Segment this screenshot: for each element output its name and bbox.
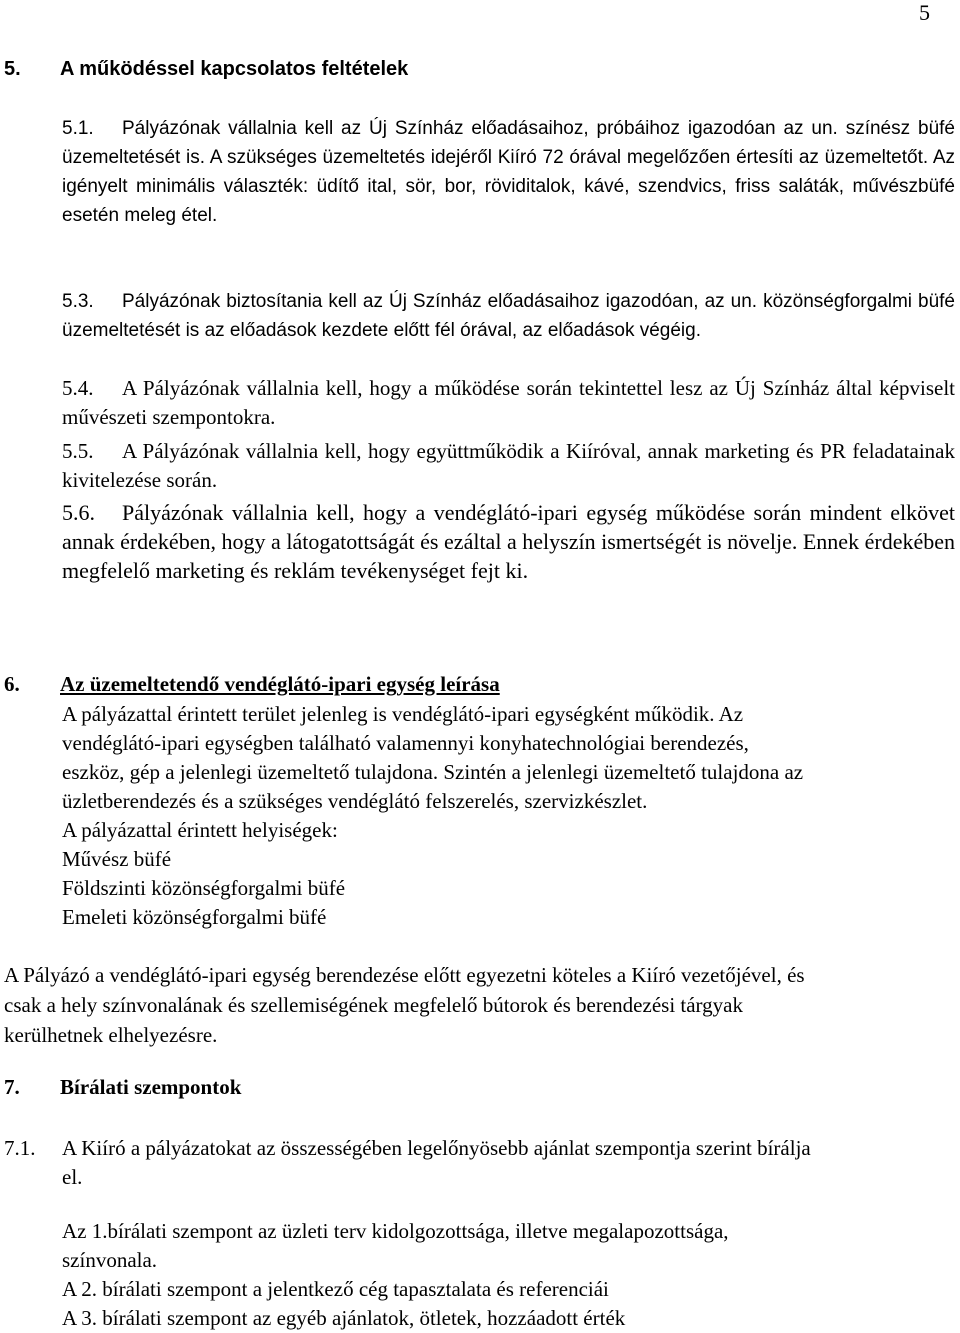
section-number: 6. [4,672,20,696]
clause-5-4 [62,374,955,432]
body-line: üzletberendezés és a szükséges vendéglátó felszerelés, szervizkészlet. [62,789,648,813]
room-list-item: Földszinti közönségforgalmi büfé [62,876,346,900]
clause-text: Pályázónak vállalnia kell, hogy a vendéglátó-ipari egység működése során mindent elkövet annak érdekében, hogy a látogatottságát és ezáltal a helyszín ismertségét is növelje. Ennek érdekében megfelelő marketing és reklám tevékenységet fejt ki. [62,500,955,583]
page-number: 5 [919,0,930,25]
criterion-line: színvonala. [62,1248,158,1272]
paragraph-line: A Pályázó a vendéglátó-ipari egység berendezése előtt egyezetni köteles a Kiíró vezetőjével, és [4,963,805,987]
clause-5-5 [62,437,955,495]
section-6-body [62,700,803,932]
clause-text: Pályázónak biztosítania kell az Új Színház előadásaihoz igazodóan, az un. közönségforgalmi büfé üzemeltetését is az előadások kezdete előtt fél órával, az előadások végéig. [62,291,955,341]
body-line: eszköz, gép a jelenlegi üzemeltető tulajdona. Szintén a jelenlegi üzemeltető tulajdona az [62,760,804,784]
section-number: 7. [4,1075,20,1099]
clause-number: 7.1. [4,1136,36,1160]
clause-5-6 [62,498,955,585]
criterion-line: A 3. bírálati szempont az egyéb ajánlatok, ötletek, hozzáadott érték [62,1306,626,1330]
section-title: A működéssel kapcsolatos feltételek [60,58,409,80]
paragraph-line: kerülhetnek elhelyezésre. [4,1023,218,1047]
room-list-item: Művész büfé [62,847,172,871]
body-line: A pályázattal érintett terület jelenleg is vendéglátó-ipari egységként működik. Az [62,702,744,726]
section-title: Az üzemeltetendő vendéglátó-ipari egység leírása [60,672,500,696]
clause-line: A Kiíró a pályázatokat az összességében legelőnyösebb ajánlat szempontja szerint bírálja [62,1136,811,1160]
clause-7-1-text [62,1134,811,1192]
clause-5-1 [62,114,955,230]
body-line: A pályázattal érintett helyiségek: [62,818,338,842]
clause-number: 5.5. [62,439,94,463]
clause-number: 5.4. [62,376,94,400]
clause-5-3 [62,287,955,345]
evaluation-criteria [62,1217,729,1333]
criterion-line: Az 1.bírálati szempont az üzleti terv kidolgozottsága, illetve megalapozottsága, [62,1219,729,1243]
clause-text: Pályázónak vállalnia kell az Új Színház előadásaihoz, próbáihoz igazodóan az un. színész büfé üzemeltetését is. A szükséges üzemeltetés idejéről Kiíró 72 órával megelőzően értesíti az üzemeltetőt. Az igényelt minimális választék: üdítő ital, sör, bor, röviditalok, kávé, szendvics, friss saláták, művészbüfé esetén meleg étel. [62,118,955,226]
section-6-paragraph [4,960,805,1050]
room-list-item: Emeleti közönségforgalmi büfé [62,905,327,929]
section-title: Bírálati szempontok [60,1075,242,1099]
paragraph-line: csak a hely színvonalának és szellemiségének megfelelő bútorok és berendezési tárgyak [4,993,743,1017]
section-number: 5. [4,58,21,80]
clause-number: 5.3. [62,291,94,312]
criterion-line: A 2. bírálati szempont a jelentkező cég tapasztalata és referenciái [62,1277,609,1301]
clause-text: A Pályázónak vállalnia kell, hogy együttműködik a Kiíróval, annak marketing és PR feladatainak kivitelezése során. [62,439,955,492]
body-line: vendéglátó-ipari egységben található valamennyi konyhatechnológiai berendezés, [62,731,749,755]
clause-number: 5.1. [62,118,94,139]
clause-line: el. [62,1165,83,1189]
clause-text: A Pályázónak vállalnia kell, hogy a működése során tekintettel lesz az Új Színház által képviselt művészeti szempontokra. [62,376,955,429]
clause-number: 5.6. [62,500,95,525]
